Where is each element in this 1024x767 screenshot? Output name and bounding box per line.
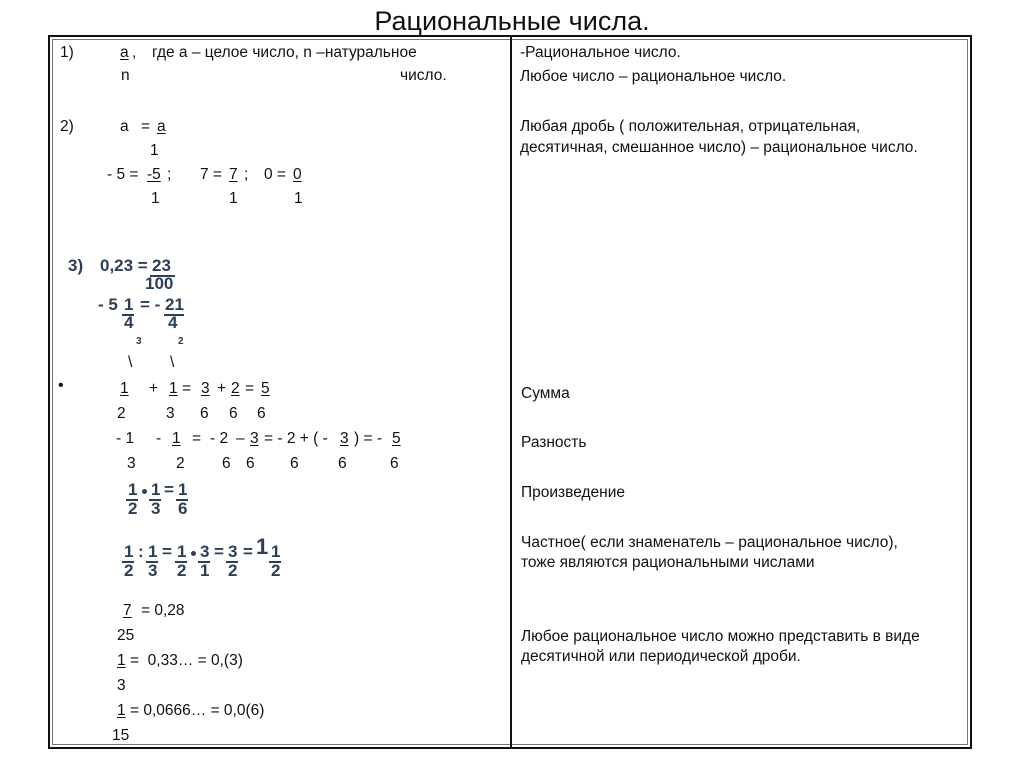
item2-example2-left: 7 =: [200, 166, 222, 183]
prod-n3: 1: [178, 480, 188, 499]
right-any-fraction-1: Любая дробь ( положительная, отрицательная,: [520, 118, 861, 135]
quot-d1: 2: [124, 561, 134, 580]
quot-colon: :: [138, 542, 144, 561]
quot-eq2: =: [214, 542, 224, 561]
diff-close: ) = -: [354, 430, 382, 447]
quot-n1: 1: [124, 542, 134, 561]
quot-eq3: =: [243, 542, 253, 561]
diff-d2: 2: [176, 455, 185, 472]
diff-minus: -: [156, 430, 162, 447]
sum-n5: 5: [261, 380, 270, 397]
diff-n2: 1: [172, 430, 181, 447]
dec2-denominator: 3: [117, 677, 126, 694]
right-rational-number: -Рациональное число.: [520, 44, 681, 61]
sum-n4: 2: [231, 380, 240, 397]
quot-d3: 2: [177, 561, 187, 580]
diff-d1: 3: [127, 455, 136, 472]
right-quotient-2: тоже являются рациональными числами: [521, 554, 815, 571]
item1-number: 1): [60, 44, 74, 61]
diff-dash: –: [236, 430, 245, 447]
item1-numerator: a: [120, 44, 129, 61]
item3-superscript2: 2: [178, 336, 184, 347]
sum-n2: 1: [169, 380, 178, 397]
dec1-numerator: 7: [123, 602, 132, 619]
diff-m3: - 2: [210, 430, 229, 447]
dec3-denominator: 15: [112, 727, 130, 744]
quot-n6: 1: [271, 542, 281, 561]
right-any-number: Любое число – рациональное число.: [520, 68, 787, 85]
diff-eq1: =: [192, 430, 202, 447]
quot-eq1: =: [162, 542, 172, 561]
prod-d2: 3: [151, 499, 161, 518]
page-title: Рациональные числа.: [374, 6, 650, 36]
sum-plus2: +: [217, 380, 227, 397]
multiply-dot-icon-2: [191, 551, 196, 556]
item2-a: a: [120, 118, 129, 135]
item3-mixed-result: = - 21: [140, 295, 184, 314]
item1-denominator: n: [121, 67, 130, 84]
item1-comma: ,: [132, 44, 137, 61]
item2-example1-denominator: 1: [151, 190, 160, 207]
item3-slash1: \: [128, 354, 133, 371]
item2-example3-numerator: 0: [293, 166, 302, 183]
item3-mixed-denominator1: 4: [124, 313, 134, 332]
right-sum: Сумма: [521, 385, 570, 402]
sum-n3: 3: [201, 380, 210, 397]
diff-d3: 6: [222, 455, 231, 472]
right-decimal-2: десятичной или периодической дроби.: [521, 648, 801, 665]
item3-mixed-left: - 5: [98, 295, 118, 314]
diff-d6: 6: [338, 455, 347, 472]
item2-example2-denominator: 1: [229, 190, 238, 207]
dec1-result: = 0,28: [141, 602, 185, 619]
prod-n1: 1: [128, 480, 138, 499]
item2-a-denominator: 1: [150, 142, 159, 159]
quot-d6: 2: [271, 561, 281, 580]
quot-d5: 2: [228, 561, 238, 580]
diff-d5: 6: [290, 455, 299, 472]
item3-superscript1: 3: [136, 336, 142, 347]
item2-equals: =: [141, 118, 151, 135]
item2-example1-numerator: -5: [147, 166, 161, 183]
item3-decimal-denominator: 100: [145, 274, 174, 293]
multiply-dot-icon: [142, 489, 147, 494]
item2-number: 2): [60, 118, 74, 135]
item3-decimal: 0,23 =: [100, 256, 148, 275]
quot-d4: 1: [200, 561, 210, 580]
diff-n6: 5: [392, 430, 401, 447]
dec3-result: = 0,0666… = 0,0(6): [130, 702, 265, 719]
item2-a-numerator: a: [157, 118, 166, 135]
sum-plus: +: [149, 380, 159, 397]
quot-whole: 1: [256, 534, 269, 559]
diff-d7: 6: [390, 455, 399, 472]
quot-n4: 3: [200, 542, 210, 561]
prod-d1: 2: [128, 499, 138, 518]
dec2-numerator: 1: [117, 652, 126, 669]
item1-description-end: число.: [400, 67, 447, 84]
right-product: Произведение: [521, 484, 625, 501]
right-decimal-1: Любое рациональное число можно представить в виде: [521, 628, 920, 645]
right-quotient-1: Частное( если знаменатель – рациональное число),: [521, 534, 898, 551]
diff-d4: 6: [246, 455, 255, 472]
sum-d3: 6: [200, 405, 209, 422]
right-difference: Разность: [521, 434, 587, 451]
column-divider: [510, 37, 512, 748]
sum-eq1: =: [182, 380, 192, 397]
quot-n3: 1: [177, 542, 187, 561]
prod-eq: =: [164, 480, 174, 499]
item2-example3-denominator: 1: [294, 190, 303, 207]
item2-semicolon2: ;: [244, 166, 249, 183]
sum-eq2: =: [245, 380, 255, 397]
quot-d2: 3: [148, 561, 158, 580]
item3-mixed-numerator: 1: [124, 295, 134, 314]
item3-mixed-denominator2: 4: [168, 313, 178, 332]
diff-n4: 3: [250, 430, 259, 447]
item2-example3-left: 0 =: [264, 166, 286, 183]
item3-number: 3): [68, 256, 84, 275]
sum-d4: 6: [229, 405, 238, 422]
diff-n5: 3: [340, 430, 349, 447]
dec3-numerator: 1: [117, 702, 126, 719]
dec2-result: = 0,33… = 0,(3): [130, 652, 243, 669]
item3-slash2: \: [170, 354, 175, 371]
item2-example1-left: - 5 =: [107, 166, 139, 183]
dec1-denominator: 25: [117, 627, 135, 644]
diff-eq2: = - 2 + ( -: [264, 430, 328, 447]
sum-n1: 1: [120, 380, 129, 397]
sum-d2: 3: [166, 405, 175, 422]
item2-example2-numerator: 7: [229, 166, 238, 183]
item3-decimal-numerator: 23: [152, 256, 171, 275]
prod-d3: 6: [178, 499, 188, 518]
sum-d5: 6: [257, 405, 266, 422]
sum-d1: 2: [117, 405, 126, 422]
item2-semicolon: ;: [167, 166, 172, 183]
right-any-fraction-2: десятичная, смешанное число) – рациональное число.: [520, 139, 918, 156]
item1-description: где а – целое число, n –натуральное: [152, 44, 417, 61]
quot-n5: 3: [228, 542, 238, 561]
diff-m1-sign: - 1: [116, 430, 135, 447]
bullet-icon: •: [58, 377, 64, 394]
quot-n2: 1: [148, 542, 158, 561]
prod-n2: 1: [151, 480, 161, 499]
